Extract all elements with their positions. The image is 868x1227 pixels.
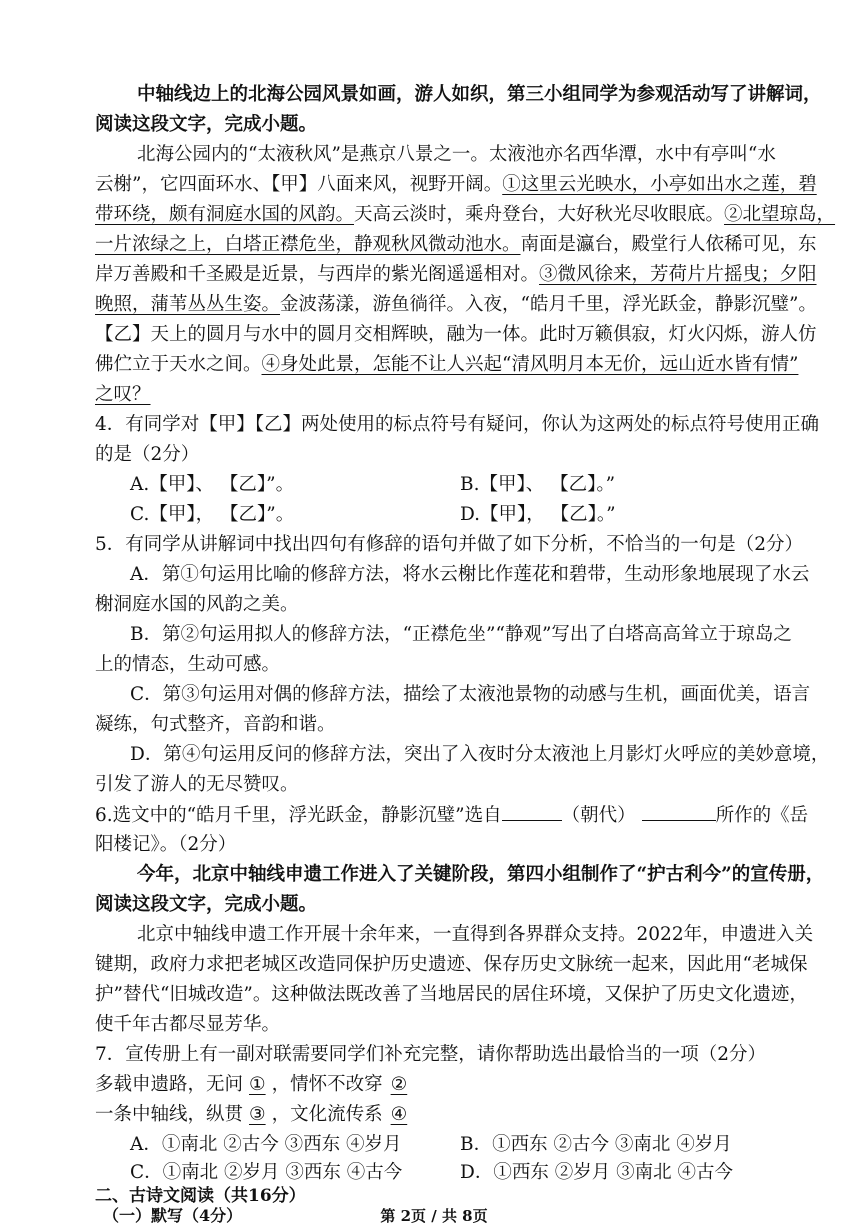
intro1-line1: 中轴线边上的北海公园风景如画，游人如织，第三小组同学为参观活动写了讲解词， (137, 84, 822, 105)
passage1-line3 (95, 202, 835, 228)
q4-stem-line1: 4．有同学对【甲】【乙】两处使用的标点符号有疑问，你认为这两处的标点符号使用正确 (95, 414, 820, 435)
q6-author-blank[interactable] (642, 802, 716, 821)
q7-option-a: A．①南北 ②古今 ③西东 ④岁月 (130, 1134, 402, 1155)
passage1-line2-a: 云榭”，它四面环水、【甲】八面来风，视野开阔。 (95, 174, 503, 195)
q5-stem: 5．有同学从讲解词中找出四句有修辞的语句并做了如下分析，不恰当的一句是（2分） (95, 534, 804, 555)
section2-subtitle: （一）默写（4分） (103, 1206, 243, 1225)
passage1-line5 (95, 262, 817, 288)
passage1-line6-b: 金波荡漾，游鱼徜徉。入夜，“皓月千里，浮光跃金，静影沉璧”。 (280, 294, 817, 315)
blank-2[interactable]: ② (390, 1074, 408, 1095)
passage2-line4: 使千年古都尽显芳华。 (95, 1014, 281, 1035)
q4-option-c: C.【甲】， 【乙】”。 (130, 504, 295, 525)
passage1-line4 (95, 232, 817, 258)
q7-couplet-line2 (95, 1102, 415, 1128)
sentence-4-end: 之叹？ (95, 384, 151, 405)
passage1-line6 (95, 292, 817, 318)
sentence-1-end: 带环绕，颇有洞庭水国的风韵。 (95, 204, 355, 225)
passage1-line3-b: 天高云淡时，乘舟登台，大好秋光尽收眼底。 (354, 204, 725, 225)
blank-3[interactable]: ③ (249, 1104, 266, 1125)
q4-option-b: B.【甲】、 【乙】。” (460, 474, 616, 495)
intro1-line2: 阅读这段文字，完成小题。 (95, 114, 318, 135)
q5-option-c-line2: 凝练，句式整齐，音韵和谐。 (95, 714, 336, 735)
intro2-line1: 今年，北京中轴线申遗工作进入了关键阶段，第四小组制作了“护古利今”的宣传册， (137, 864, 825, 885)
passage1-line1: 北海公园内的“太液秋风”是燕京八景之一。太液池亦名西华潭，水中有亭叫“水 (137, 144, 776, 165)
passage1-line2 (95, 172, 817, 198)
couplet1-text-b: ，情怀不改穿 (271, 1074, 383, 1095)
q6-dynasty-blank[interactable] (502, 802, 562, 821)
q4-stem-line2: 的是（2分） (95, 444, 200, 465)
sentence-2-end: 一片浓绿之上，白塔正襟危坐，静观秋风微动池水。 (95, 234, 521, 255)
intro2-line2: 阅读这段文字，完成小题。 (95, 894, 318, 915)
q7-option-b: B．①西东 ②古今 ③南北 ④岁月 (460, 1134, 732, 1155)
q5-option-a-line2: 榭洞庭水国的风韵之美。 (95, 594, 299, 615)
q5-option-b-line1: B．第②句运用拟人的修辞方法，“正襟危坐”“静观”写出了白塔高高耸立于琼岛之 (130, 624, 792, 645)
passage1-line4-b: 南面是瀛台，殿堂行人依稀可见，东 (520, 234, 817, 255)
blank-1[interactable]: ① (249, 1074, 266, 1095)
passage1-line5-a: 岸万善殿和千圣殿是近景，与西岸的紫光阁遥遥相对。 (95, 264, 540, 285)
couplet2-text-a: 一条中轴线，纵贯 (95, 1104, 244, 1125)
passage2-line3: 护”替代“旧城改造”。这种做法既改善了当地居民的居住环境，又保护了历史文化遗迹， (95, 984, 808, 1005)
q6-part1: 6.选文中的“皓月千里，浮光跃金，静影沉璧”选自 (95, 805, 502, 826)
q5-option-b-line2: 上的情态，生动可感。 (95, 654, 281, 675)
q5-option-d-line2: 引发了游人的无尽赞叹。 (95, 774, 299, 795)
passage2-line2: 键期，政府力求把老城区改造同保护历史遗迹、保存历史文脉统一起来，因此用“老城保 (95, 954, 808, 975)
q7-option-c: C．①南北 ②岁月 ③西东 ④古今 (130, 1162, 403, 1183)
q7-stem: 7．宣传册上有一副对联需要同学们补充完整，请你帮助选出最恰当的一项（2分） (95, 1044, 767, 1065)
couplet1-text-a: 多载申遗路，无问 (95, 1074, 244, 1095)
sentence-3-start: ③微风徐来，芳荷片片摇曳；夕阳 (539, 264, 817, 285)
q5-option-a-line1: A．第①句运用比喻的修辞方法，将水云榭比作莲花和碧带，生动形象地展现了水云 (130, 564, 810, 585)
q6-part3: 所作的《岳 (715, 805, 809, 826)
q4-option-d: D.【甲】， 【乙】。” (460, 504, 616, 525)
page-footer: 第 2页 / 共 8页 (380, 1207, 488, 1225)
q6-line2: 阳楼记》。（2分） (95, 834, 237, 855)
section2-title: 二、古诗文阅读（共16分） (95, 1186, 306, 1206)
q6-line1 (95, 802, 808, 829)
passage1-line8 (95, 352, 798, 378)
passage1-line7: 【乙】天上的圆月与水中的圆月交相辉映，融为一体。此时万籁俱寂，灯火闪烁，游人仿 (95, 324, 817, 345)
blank-4[interactable]: ④ (390, 1104, 408, 1125)
passage2-line1: 北京中轴线申遗工作开展十余年来，一直得到各界群众支持。2022年，申遗进入关 (137, 924, 814, 945)
passage1-line9 (95, 382, 151, 408)
sentence-1-start: ①这里云光映水，小亭如出水之莲，碧 (502, 174, 817, 195)
q4-option-a: A.【甲】、 【乙】”。 (130, 474, 295, 495)
q6-part2: （朝代） (561, 805, 636, 826)
sentence-4-start: ④身处此景，怎能不让人兴起“清风明月本无价，远山近水皆有情” (261, 354, 799, 375)
passage1-line8-a: 佛伫立于天水之间。 (95, 354, 262, 375)
q7-couplet-line1 (95, 1072, 415, 1098)
q7-option-d: D．①西东 ②岁月 ③南北 ④古今 (460, 1162, 733, 1183)
q5-option-d-line1: D．第④句运用反问的修辞方法，突出了入夜时分太液池上月影灯火呼应的美妙意境， (130, 744, 830, 765)
sentence-3-end: 晚照，蒲苇丛丛生姿。 (95, 294, 281, 315)
couplet2-text-b: ，文化流传系 (271, 1104, 383, 1125)
q5-option-c-line1: C．第③句运用对偶的修辞方法，描绘了太液池景物的动感与生机，画面优美，语言 (130, 684, 811, 705)
sentence-2-start: ②北望琼岛， (724, 204, 836, 225)
